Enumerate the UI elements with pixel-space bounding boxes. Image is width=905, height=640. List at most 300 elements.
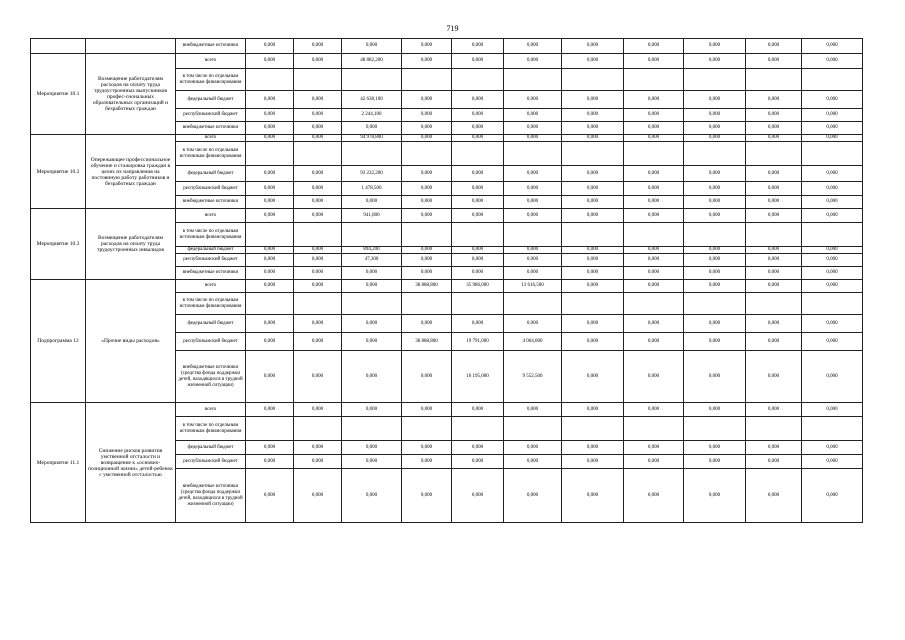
value-cell: 0,000: [246, 196, 294, 209]
value-cell: 4 064,000: [504, 333, 562, 351]
value-cell: 0,000: [246, 403, 294, 417]
value-cell: 47,300: [342, 254, 402, 267]
value-cell: 0,000: [342, 122, 402, 135]
value-cell: 0,000: [802, 455, 863, 469]
value-cell: 0,000: [624, 209, 684, 223]
value-cell: 0,000: [562, 469, 624, 523]
value-cell: [562, 417, 624, 441]
value-cell: [802, 69, 863, 91]
value-cell: 0,000: [246, 166, 294, 182]
value-cell: 0,000: [562, 166, 624, 182]
value-cell: 0,000: [802, 469, 863, 523]
value-cell: 0,000: [624, 267, 684, 280]
value-cell: 0,000: [684, 469, 746, 523]
value-cell: 0,000: [402, 209, 452, 223]
value-cell: 0,000: [684, 196, 746, 209]
value-cell: 0,000: [746, 247, 802, 254]
value-cell: 0,000: [342, 315, 402, 333]
value-cell: 0,000: [802, 109, 863, 122]
value-cell: 0,000: [246, 267, 294, 280]
value-cell: 0,000: [746, 403, 802, 417]
value-cell: 0,000: [402, 351, 452, 403]
value-cell: [802, 417, 863, 441]
funding-source: республиканский бюджет: [176, 254, 246, 267]
table-row: [31, 403, 863, 417]
value-cell: 0,000: [452, 267, 504, 280]
page-number: 719: [446, 24, 459, 33]
value-cell: 0,000: [402, 469, 452, 523]
value-cell: 0,000: [246, 351, 294, 403]
value-cell: 0,000: [746, 254, 802, 267]
value-cell: 0,000: [402, 267, 452, 280]
funding-source: внебюджетные источники: [176, 267, 246, 280]
value-cell: [746, 293, 802, 315]
value-cell: 0,000: [504, 441, 562, 455]
value-cell: 0,000: [802, 254, 863, 267]
value-cell: 0,000: [684, 333, 746, 351]
value-cell: 0,000: [504, 122, 562, 135]
value-cell: 894,200: [342, 247, 402, 254]
value-cell: [562, 223, 624, 247]
value-cell: 0,000: [402, 122, 452, 135]
value-cell: 0,000: [624, 333, 684, 351]
value-cell: 0,000: [802, 280, 863, 293]
program-code: Подпрограмма 12: [31, 280, 86, 403]
value-cell: 0,000: [246, 209, 294, 223]
value-cell: [246, 293, 294, 315]
value-cell: [294, 142, 342, 166]
value-cell: 0,000: [684, 54, 746, 69]
value-cell: [746, 142, 802, 166]
value-cell: 0,000: [246, 182, 294, 196]
value-cell: 0,000: [684, 39, 746, 54]
value-cell: 0,000: [294, 122, 342, 135]
value-cell: 0,000: [402, 455, 452, 469]
value-cell: 0,000: [684, 209, 746, 223]
value-cell: 0,000: [246, 280, 294, 293]
value-cell: [504, 69, 562, 91]
value-cell: 0,000: [504, 267, 562, 280]
value-cell: 48 882,200: [342, 54, 402, 69]
value-cell: [342, 142, 402, 166]
value-cell: 0,000: [684, 247, 746, 254]
value-cell: 0,000: [802, 182, 863, 196]
value-cell: 0,000: [624, 469, 684, 523]
value-cell: [684, 293, 746, 315]
value-cell: [746, 417, 802, 441]
value-cell: 1 478,500: [342, 182, 402, 196]
value-cell: 0,000: [504, 109, 562, 122]
value-cell: 0,000: [802, 351, 863, 403]
value-cell: 0,000: [802, 315, 863, 333]
value-cell: [294, 293, 342, 315]
value-cell: 0,000: [624, 403, 684, 417]
value-cell: 0,000: [294, 333, 342, 351]
value-cell: 0,000: [402, 403, 452, 417]
program-code: Мероприятие 10.2: [31, 135, 86, 209]
value-cell: [452, 142, 504, 166]
value-cell: 0,000: [452, 209, 504, 223]
value-cell: 0,000: [746, 91, 802, 109]
value-cell: [402, 223, 452, 247]
value-cell: 0,000: [504, 166, 562, 182]
funding-source: внебюджетные источники (средства фонда поддержки детей, находящихся в трудной жизненной ситуации): [176, 469, 246, 523]
value-cell: [452, 417, 504, 441]
funding-source: в том числе по отдельным источникам финансирования: [176, 417, 246, 441]
value-cell: 0,000: [802, 135, 863, 142]
value-cell: 0,000: [746, 469, 802, 523]
value-cell: 0,000: [684, 166, 746, 182]
program-name: Опережающее профессиональное обучение и стажировка граждан в целях их направления на постоянную работу работников и безработных граждан: [86, 135, 176, 209]
value-cell: 0,000: [624, 135, 684, 142]
value-cell: 0,000: [624, 455, 684, 469]
value-cell: 0,000: [802, 54, 863, 69]
program-name: [86, 39, 176, 54]
value-cell: [746, 223, 802, 247]
value-cell: [246, 142, 294, 166]
value-cell: 0,000: [746, 280, 802, 293]
value-cell: 0,000: [684, 122, 746, 135]
funding-source: в том числе по отдельным источникам финансирования: [176, 142, 246, 166]
value-cell: 0,000: [452, 254, 504, 267]
funding-source: федеральный бюджет: [176, 315, 246, 333]
value-cell: 0,000: [246, 91, 294, 109]
value-cell: [294, 417, 342, 441]
value-cell: 0,000: [452, 91, 504, 109]
value-cell: 0,000: [452, 441, 504, 455]
value-cell: 0,000: [746, 267, 802, 280]
value-cell: 0,000: [246, 135, 294, 142]
value-cell: 0,000: [504, 196, 562, 209]
value-cell: [562, 142, 624, 166]
value-cell: 0,000: [294, 109, 342, 122]
funding-source: всего: [176, 209, 246, 223]
value-cell: 0,000: [452, 247, 504, 254]
value-cell: 0,000: [294, 135, 342, 142]
value-cell: 0,000: [624, 315, 684, 333]
value-cell: [624, 69, 684, 91]
funding-source: внебюджетные источники: [176, 122, 246, 135]
value-cell: [452, 293, 504, 315]
value-cell: 0,000: [342, 280, 402, 293]
value-cell: 0,000: [684, 403, 746, 417]
value-cell: 0,000: [294, 91, 342, 109]
value-cell: 0,000: [294, 39, 342, 54]
value-cell: 35 986,000: [452, 280, 504, 293]
value-cell: 0,000: [294, 247, 342, 254]
value-cell: 0,000: [402, 254, 452, 267]
value-cell: 0,000: [802, 403, 863, 417]
value-cell: 0,000: [562, 455, 624, 469]
value-cell: [246, 69, 294, 91]
value-cell: 0,000: [562, 403, 624, 417]
value-cell: 0,000: [402, 182, 452, 196]
value-cell: 0,000: [562, 351, 624, 403]
value-cell: 0,000: [624, 254, 684, 267]
value-cell: 0,000: [402, 54, 452, 69]
value-cell: 0,000: [294, 166, 342, 182]
value-cell: 0,000: [624, 351, 684, 403]
value-cell: 16 195,000: [452, 351, 504, 403]
value-cell: 0,000: [746, 333, 802, 351]
value-cell: 0,000: [402, 441, 452, 455]
program-name: Возмещение работодателям расходов на оплату труда трудоустроенных инвалидов: [86, 209, 176, 280]
value-cell: 0,000: [402, 135, 452, 142]
program-name: «Прочие виды расходов»: [86, 280, 176, 403]
funding-source: республиканский бюджет: [176, 333, 246, 351]
value-cell: 0,000: [624, 441, 684, 455]
value-cell: 0,000: [342, 351, 402, 403]
value-cell: 0,000: [246, 54, 294, 69]
program-code: Мероприятие 10.1: [31, 54, 86, 135]
value-cell: [246, 223, 294, 247]
value-cell: 0,000: [746, 441, 802, 455]
value-cell: 94 978,800: [342, 135, 402, 142]
value-cell: [504, 142, 562, 166]
value-cell: 0,000: [562, 182, 624, 196]
value-cell: 19 791,000: [452, 333, 504, 351]
value-cell: 0,000: [746, 455, 802, 469]
value-cell: 0,000: [452, 39, 504, 54]
value-cell: 0,000: [294, 54, 342, 69]
table-row: [31, 54, 863, 69]
value-cell: 0,000: [562, 91, 624, 109]
value-cell: 0,000: [246, 315, 294, 333]
value-cell: 0,000: [746, 182, 802, 196]
value-cell: 0,000: [402, 315, 452, 333]
value-cell: 0,000: [452, 182, 504, 196]
funding-source: в том числе по отдельным источникам финансирования: [176, 69, 246, 91]
program-name: Снижение рисков развития умственной отсталости и возвращение к «основно-позиционной жизни» детей-ребенок с умственной отсталостью: [86, 403, 176, 523]
value-cell: 0,000: [746, 196, 802, 209]
value-cell: 0,000: [342, 267, 402, 280]
value-cell: [802, 223, 863, 247]
value-cell: [624, 142, 684, 166]
value-cell: 0,000: [294, 182, 342, 196]
value-cell: [294, 223, 342, 247]
value-cell: 0,000: [452, 109, 504, 122]
funding-source: внебюджетные источники (средства фонда поддержки детей, находящихся в трудной жизненной ситуации): [176, 351, 246, 403]
value-cell: 0,000: [684, 109, 746, 122]
value-cell: 0,000: [802, 333, 863, 351]
value-cell: 0,000: [624, 91, 684, 109]
value-cell: 0,000: [294, 455, 342, 469]
value-cell: 0,000: [746, 54, 802, 69]
value-cell: 0,000: [294, 351, 342, 403]
value-cell: 0,000: [746, 209, 802, 223]
value-cell: 0,000: [402, 91, 452, 109]
value-cell: 0,000: [562, 196, 624, 209]
value-cell: 0,000: [504, 315, 562, 333]
value-cell: 0,000: [294, 280, 342, 293]
value-cell: 0,000: [452, 122, 504, 135]
value-cell: 0,000: [452, 54, 504, 69]
table-row: [31, 280, 863, 293]
value-cell: 0,000: [246, 39, 294, 54]
value-cell: 0,000: [684, 135, 746, 142]
value-cell: 0,000: [246, 455, 294, 469]
value-cell: 0,000: [802, 122, 863, 135]
funding-source: федеральный бюджет: [176, 166, 246, 182]
value-cell: [562, 293, 624, 315]
value-cell: 42 638,100: [342, 91, 402, 109]
value-cell: [342, 293, 402, 315]
value-cell: 0,000: [746, 315, 802, 333]
value-cell: 0,000: [504, 469, 562, 523]
value-cell: 0,000: [342, 196, 402, 209]
value-cell: 0,000: [562, 122, 624, 135]
value-cell: 0,000: [294, 469, 342, 523]
value-cell: [684, 142, 746, 166]
value-cell: 0,000: [624, 122, 684, 135]
value-cell: 0,000: [504, 455, 562, 469]
funding-source: федеральный бюджет: [176, 91, 246, 109]
value-cell: [802, 142, 863, 166]
value-cell: 0,000: [294, 441, 342, 455]
value-cell: [452, 223, 504, 247]
value-cell: 0,000: [746, 351, 802, 403]
funding-source: всего: [176, 280, 246, 293]
value-cell: 0,000: [562, 54, 624, 69]
value-cell: 0,000: [684, 254, 746, 267]
value-cell: [684, 417, 746, 441]
value-cell: 0,000: [294, 196, 342, 209]
table-row: [31, 39, 863, 54]
value-cell: 0,000: [452, 166, 504, 182]
value-cell: 0,000: [684, 351, 746, 403]
budget-table: [30, 38, 863, 523]
value-cell: 0,000: [294, 209, 342, 223]
value-cell: 0,000: [802, 267, 863, 280]
value-cell: 0,000: [562, 441, 624, 455]
value-cell: 93 222,200: [342, 166, 402, 182]
value-cell: 0,000: [562, 247, 624, 254]
value-cell: 38 888,800: [402, 333, 452, 351]
value-cell: 0,000: [246, 254, 294, 267]
value-cell: 0,000: [562, 333, 624, 351]
value-cell: 0,000: [452, 135, 504, 142]
value-cell: 0,000: [452, 469, 504, 523]
value-cell: [624, 417, 684, 441]
value-cell: 0,000: [452, 315, 504, 333]
value-cell: [246, 417, 294, 441]
value-cell: [624, 293, 684, 315]
value-cell: 0,000: [504, 91, 562, 109]
value-cell: [504, 223, 562, 247]
value-cell: 9 552,500: [504, 351, 562, 403]
value-cell: 0,000: [452, 196, 504, 209]
value-cell: 0,000: [746, 135, 802, 142]
value-cell: 0,000: [562, 254, 624, 267]
value-cell: 0,000: [504, 182, 562, 196]
value-cell: 0,000: [624, 39, 684, 54]
value-cell: [294, 69, 342, 91]
value-cell: 941,800: [342, 209, 402, 223]
funding-source: федеральный бюджет: [176, 441, 246, 455]
program-name: Возмещение работодателям расходов на оплату труда трудоустроенных выпускников профес-сиональных образовательных организаций и безработных граждан: [86, 54, 176, 135]
value-cell: 0,000: [802, 166, 863, 182]
value-cell: 0,000: [402, 247, 452, 254]
value-cell: 0,000: [504, 54, 562, 69]
value-cell: 0,000: [402, 196, 452, 209]
value-cell: 0,000: [294, 315, 342, 333]
value-cell: 0,000: [504, 403, 562, 417]
value-cell: 0,000: [246, 247, 294, 254]
value-cell: 0,000: [294, 267, 342, 280]
value-cell: [402, 69, 452, 91]
funding-source: республиканский бюджет: [176, 182, 246, 196]
value-cell: [684, 69, 746, 91]
funding-source: республиканский бюджет: [176, 109, 246, 122]
value-cell: 0,000: [624, 247, 684, 254]
value-cell: 0,000: [246, 109, 294, 122]
value-cell: 0,000: [342, 403, 402, 417]
value-cell: 0,000: [246, 333, 294, 351]
value-cell: [342, 417, 402, 441]
value-cell: 13 616,500: [504, 280, 562, 293]
value-cell: 0,000: [246, 469, 294, 523]
value-cell: 0,000: [562, 135, 624, 142]
value-cell: 38 888,800: [402, 280, 452, 293]
value-cell: [802, 293, 863, 315]
value-cell: 0,000: [802, 196, 863, 209]
value-cell: 0,000: [342, 469, 402, 523]
value-cell: 0,000: [802, 39, 863, 54]
value-cell: 0,000: [504, 135, 562, 142]
value-cell: 0,000: [294, 403, 342, 417]
value-cell: 2 244,100: [342, 109, 402, 122]
value-cell: 0,000: [746, 109, 802, 122]
table-row: [31, 135, 863, 142]
value-cell: 0,000: [402, 109, 452, 122]
value-cell: 0,000: [452, 403, 504, 417]
value-cell: 0,000: [246, 122, 294, 135]
funding-source: в том числе по отдельным источникам финансирования: [176, 293, 246, 315]
value-cell: 0,000: [452, 455, 504, 469]
value-cell: [746, 69, 802, 91]
value-cell: 0,000: [504, 209, 562, 223]
value-cell: [342, 223, 402, 247]
value-cell: [452, 69, 504, 91]
funding-source: всего: [176, 403, 246, 417]
value-cell: 0,000: [402, 166, 452, 182]
value-cell: 0,000: [562, 39, 624, 54]
value-cell: 0,000: [562, 209, 624, 223]
value-cell: 0,000: [802, 441, 863, 455]
value-cell: [562, 69, 624, 91]
value-cell: [624, 223, 684, 247]
value-cell: [402, 142, 452, 166]
funding-source: внебюджетные источники: [176, 39, 246, 54]
value-cell: 0,000: [684, 91, 746, 109]
value-cell: 0,000: [342, 455, 402, 469]
value-cell: 0,000: [246, 441, 294, 455]
funding-source: внебюджетные источники: [176, 196, 246, 209]
value-cell: 0,000: [624, 109, 684, 122]
funding-source: всего: [176, 135, 246, 142]
value-cell: 0,000: [802, 209, 863, 223]
value-cell: 0,000: [562, 315, 624, 333]
value-cell: 0,000: [624, 280, 684, 293]
value-cell: 0,000: [684, 267, 746, 280]
value-cell: 0,000: [562, 267, 624, 280]
value-cell: [684, 223, 746, 247]
program-code: [31, 39, 86, 54]
value-cell: 0,000: [746, 39, 802, 54]
value-cell: 0,000: [624, 196, 684, 209]
value-cell: 0,000: [746, 122, 802, 135]
value-cell: 0,000: [684, 315, 746, 333]
